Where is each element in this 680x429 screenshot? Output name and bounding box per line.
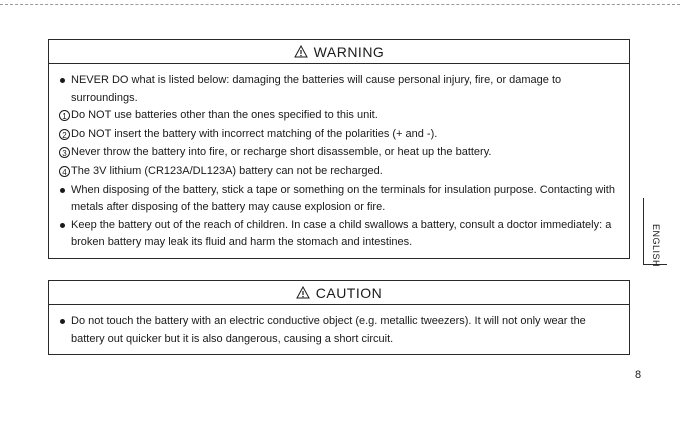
caution-box <box>48 280 630 355</box>
bullet-dot-icon <box>60 188 65 193</box>
caution-title: CAUTION <box>315 284 383 301</box>
warning-item <box>59 182 619 217</box>
warning-item <box>59 163 619 182</box>
warning-item <box>59 144 619 163</box>
item-number-marker <box>59 107 71 126</box>
circled-number: 2 <box>59 129 70 140</box>
item-number-marker <box>59 144 71 163</box>
warning-item <box>59 72 619 107</box>
circled-number: 3 <box>59 147 70 158</box>
caution-item <box>59 313 619 348</box>
caution-item-text: Do not touch the battery with an electric conductive object (e.g. metallic tweezers). It will not only wear the battery out quicker but it is also dangerous, causing a short circuit. <box>71 315 586 345</box>
warning-item <box>59 126 619 145</box>
warning-item <box>59 217 619 252</box>
warning-item-text: The 3V lithium (CR123A/DL123A) battery can not be recharged. <box>71 164 383 177</box>
caution-list <box>49 305 629 354</box>
caution-triangle-icon <box>296 286 310 299</box>
bullet-dot-icon <box>60 78 65 83</box>
item-number-marker <box>59 126 71 145</box>
warning-title: WARNING <box>313 43 385 60</box>
warning-header <box>49 40 629 64</box>
circled-number: 4 <box>59 166 70 177</box>
bullet-icon <box>59 72 71 107</box>
bullet-icon <box>59 313 71 348</box>
bullet-dot-icon <box>60 223 65 228</box>
warning-list <box>49 64 629 258</box>
warning-item-text: NEVER DO what is listed below: damaging the batteries will cause personal injury, fire, or damage to surroundings. <box>71 74 562 104</box>
bullet-icon <box>59 217 71 252</box>
language-tab-label: ENGLISH <box>651 224 661 268</box>
top-rule <box>0 4 680 5</box>
warning-item-text: Do NOT insert the battery with incorrect matching of the polarities (+ and -). <box>71 127 438 140</box>
item-number-marker <box>59 163 71 182</box>
caution-header <box>49 281 629 305</box>
warning-box <box>48 39 630 259</box>
warning-item-text: Do NOT use batteries other than the ones specified to this unit. <box>71 109 378 122</box>
warning-item-text: Keep the battery out of the reach of children. In case a child swallows a battery, consult a doctor immediately: a broken battery may leak its fluid and harm the stomach and intestines. <box>71 218 612 249</box>
bullet-icon <box>59 182 71 217</box>
warning-item <box>59 107 619 126</box>
language-side-tab <box>643 198 667 268</box>
circled-number: 1 <box>59 110 70 121</box>
page-number: 8 <box>635 369 642 381</box>
warning-item-text: Never throw the battery into fire, or recharge short disassemble, or heat up the battery. <box>71 146 492 159</box>
bullet-dot-icon <box>60 319 65 324</box>
warning-triangle-icon <box>294 45 308 58</box>
warning-item-text: When disposing of the battery, stick a tape or something on the terminals for insulation purpose. Contacting with metals after disposing of the battery may cause explosion or fire. <box>71 183 615 214</box>
